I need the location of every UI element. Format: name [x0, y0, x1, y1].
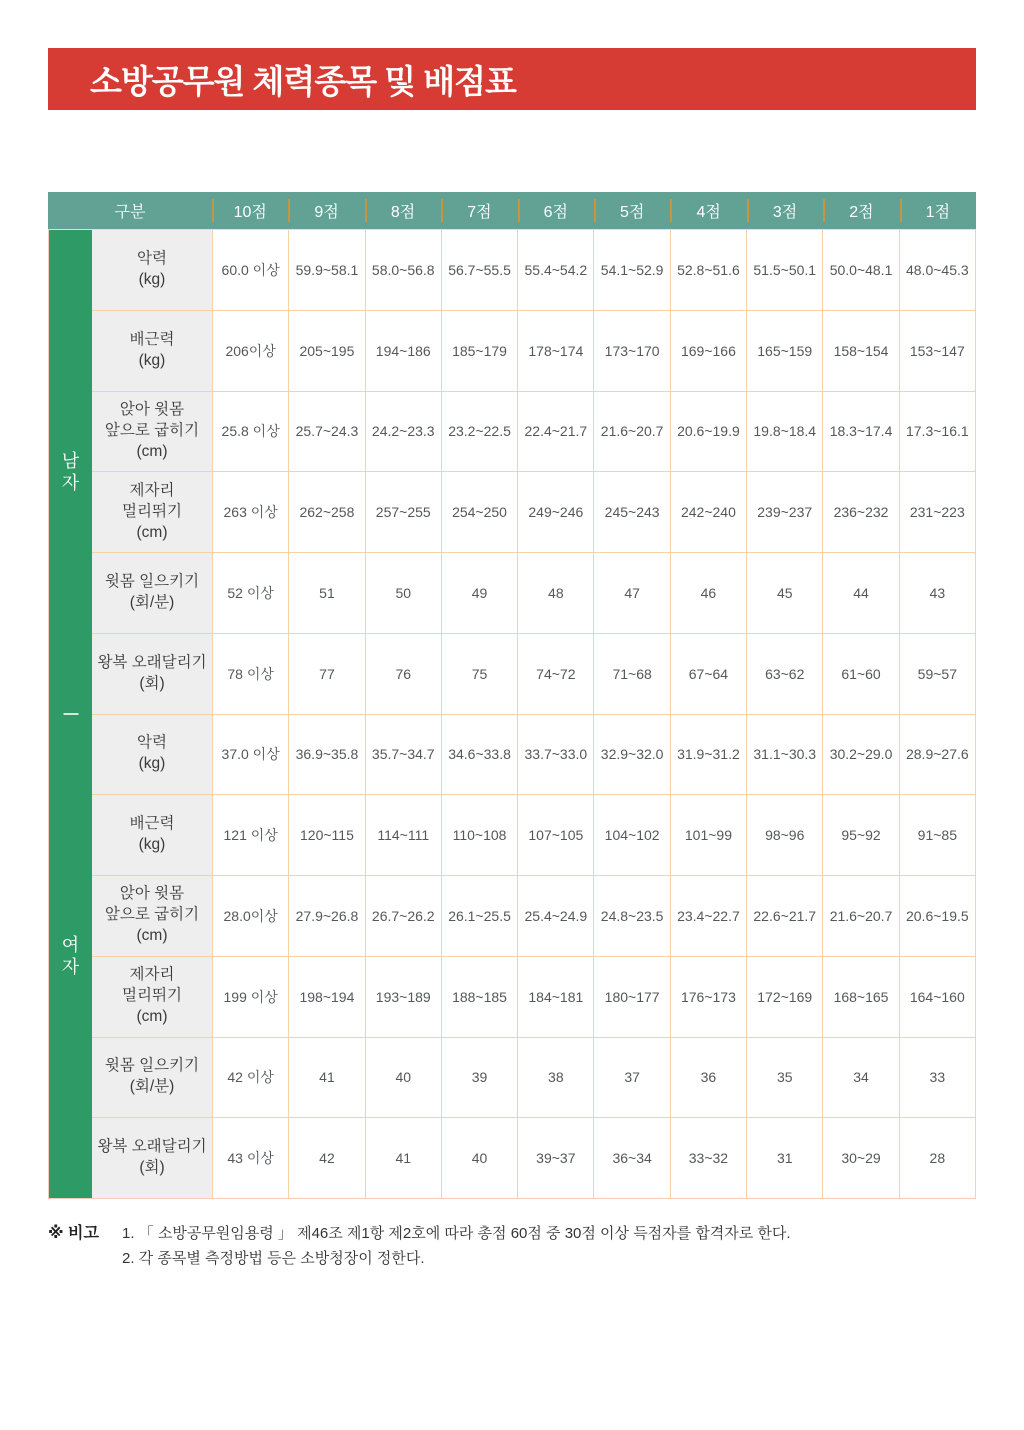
table-row: [92, 875, 975, 956]
score-cell: 60.0 이상: [212, 230, 288, 310]
score-cell: 22.6~21.7: [746, 876, 822, 956]
header-cell-score: 2점: [823, 192, 899, 229]
item-label-cell: 악력 (kg): [92, 715, 212, 795]
score-cell: 42: [288, 1118, 364, 1198]
footnote-marker: ※ 비고: [48, 1225, 99, 1242]
score-cell: 21.6~20.7: [593, 392, 669, 472]
score-cell: 47: [593, 553, 669, 633]
item-label-cell: 제자리 멀리뛰기 (cm): [92, 472, 212, 552]
item-label-cell: 악력 (kg): [92, 230, 212, 310]
score-cell: 40: [365, 1038, 441, 1118]
item-label-cell: 배근력 (kg): [92, 311, 212, 391]
score-cell: 114~111: [365, 795, 441, 875]
score-cell: 33~32: [670, 1118, 746, 1198]
score-cell: 24.8~23.5: [593, 876, 669, 956]
score-cell: 39: [441, 1038, 517, 1118]
score-cell: 77: [288, 634, 364, 714]
table-row: [92, 633, 975, 714]
score-cell: 34: [822, 1038, 898, 1118]
score-cell: 110~108: [441, 795, 517, 875]
score-cell: 185~179: [441, 311, 517, 391]
footnote: [48, 1222, 976, 1272]
score-cell: 19.8~18.4: [746, 392, 822, 472]
table-row: [92, 1117, 975, 1198]
table-row: [92, 794, 975, 875]
score-cell: 91~85: [899, 795, 975, 875]
score-cell: 24.2~23.3: [365, 392, 441, 472]
score-cell: 176~173: [670, 957, 746, 1037]
score-cell: 121 이상: [212, 795, 288, 875]
score-cell: 242~240: [670, 472, 746, 552]
score-cell: 34.6~33.8: [441, 715, 517, 795]
score-cell: 51.5~50.1: [746, 230, 822, 310]
score-cell: 21.6~20.7: [822, 876, 898, 956]
page-title: 소방공무원 체력종목 및 배점표: [90, 62, 516, 100]
score-cell: 18.3~17.4: [822, 392, 898, 472]
header-cell-score: 1점: [900, 192, 976, 229]
score-cell: 38: [517, 1038, 593, 1118]
score-cell: 262~258: [288, 472, 364, 552]
header-cell-score: 4점: [670, 192, 746, 229]
score-cell: 58.0~56.8: [365, 230, 441, 310]
header-cell-gubun: 구분: [114, 204, 146, 221]
score-cell: 33.7~33.0: [517, 715, 593, 795]
score-cell: 30~29: [822, 1118, 898, 1198]
score-cell: 28: [899, 1118, 975, 1198]
table-row: [92, 391, 975, 472]
score-cell: 245~243: [593, 472, 669, 552]
header-cell-score: 8점: [365, 192, 441, 229]
gender-label: 여 자: [61, 934, 80, 977]
score-cell: 95~92: [822, 795, 898, 875]
score-cell: 22.4~21.7: [517, 392, 593, 472]
score-cell: 188~185: [441, 957, 517, 1037]
header-cell-score: 9점: [288, 192, 364, 229]
score-cell: 31: [746, 1118, 822, 1198]
score-cell: 33: [899, 1038, 975, 1118]
score-cell: 31.9~31.2: [670, 715, 746, 795]
score-cell: 25.4~24.9: [517, 876, 593, 956]
score-cell: 158~154: [822, 311, 898, 391]
score-cell: 42 이상: [212, 1038, 288, 1118]
score-cell: 120~115: [288, 795, 364, 875]
score-cell: 168~165: [822, 957, 898, 1037]
table-header-row: [48, 192, 976, 229]
footnote-lines: [122, 1222, 976, 1272]
score-cell: 35: [746, 1038, 822, 1118]
table-row: [92, 230, 975, 310]
score-cell: 180~177: [593, 957, 669, 1037]
score-cell: 239~237: [746, 472, 822, 552]
score-cell: 153~147: [899, 311, 975, 391]
score-cell: 249~246: [517, 472, 593, 552]
score-cell: 56.7~55.5: [441, 230, 517, 310]
gender-column: [49, 230, 92, 1198]
score-cell: 169~166: [670, 311, 746, 391]
score-cell: 59~57: [899, 634, 975, 714]
score-cell: 50: [365, 553, 441, 633]
score-cell: 41: [365, 1118, 441, 1198]
score-cell: 25.8 이상: [212, 392, 288, 472]
score-cell: 193~189: [365, 957, 441, 1037]
score-cell: 165~159: [746, 311, 822, 391]
score-cell: 48: [517, 553, 593, 633]
score-cell: 178~174: [517, 311, 593, 391]
score-cell: 55.4~54.2: [517, 230, 593, 310]
item-label-cell: 앉아 윗몸 앞으로 굽히기 (cm): [92, 392, 212, 472]
header-cell-score: 3점: [747, 192, 823, 229]
item-label-cell: 윗몸 일으키기 (회/분): [92, 1038, 212, 1118]
score-cell: 46: [670, 553, 746, 633]
score-cell: 45: [746, 553, 822, 633]
score-cell: 71~68: [593, 634, 669, 714]
table-body: [48, 229, 976, 1199]
score-cell: 36~34: [593, 1118, 669, 1198]
score-cell: 78 이상: [212, 634, 288, 714]
table-row: [92, 1037, 975, 1118]
score-cell: 172~169: [746, 957, 822, 1037]
score-cell: 20.6~19.5: [899, 876, 975, 956]
gender-label: 남 자: [61, 450, 80, 493]
score-cell: 184~181: [517, 957, 593, 1037]
score-cell: 43 이상: [212, 1118, 288, 1198]
score-table: [48, 192, 976, 1199]
score-cell: 54.1~52.9: [593, 230, 669, 310]
score-cell: 41: [288, 1038, 364, 1118]
score-cell: 199 이상: [212, 957, 288, 1037]
score-cell: 44: [822, 553, 898, 633]
score-cell: 39~37: [517, 1118, 593, 1198]
score-cell: 26.7~26.2: [365, 876, 441, 956]
item-label-cell: 제자리 멀리뛰기 (cm): [92, 957, 212, 1037]
gender-section-divider: [63, 713, 78, 715]
score-cell: 49: [441, 553, 517, 633]
score-cell: 50.0~48.1: [822, 230, 898, 310]
score-cell: 98~96: [746, 795, 822, 875]
score-cell: 76: [365, 634, 441, 714]
score-cell: 205~195: [288, 311, 364, 391]
table-row: [92, 552, 975, 633]
score-cell: 36.9~35.8: [288, 715, 364, 795]
score-cell: 206이상: [212, 311, 288, 391]
score-cell: 263 이상: [212, 472, 288, 552]
item-label-cell: 배근력 (kg): [92, 795, 212, 875]
score-cell: 27.9~26.8: [288, 876, 364, 956]
score-cell: 32.9~32.0: [593, 715, 669, 795]
score-cell: 28.0이상: [212, 876, 288, 956]
score-cell: 74~72: [517, 634, 593, 714]
header-cell-score: 5점: [594, 192, 670, 229]
score-cell: 23.2~22.5: [441, 392, 517, 472]
score-cell: 37.0 이상: [212, 715, 288, 795]
score-cell: 26.1~25.5: [441, 876, 517, 956]
score-cell: 254~250: [441, 472, 517, 552]
score-cell: 37: [593, 1038, 669, 1118]
score-cell: 236~232: [822, 472, 898, 552]
table-row: [92, 471, 975, 552]
score-cell: 51: [288, 553, 364, 633]
score-cell: 43: [899, 553, 975, 633]
score-cell: 75: [441, 634, 517, 714]
score-cell: 52 이상: [212, 553, 288, 633]
score-cell: 101~99: [670, 795, 746, 875]
score-cell: 61~60: [822, 634, 898, 714]
score-cell: 20.6~19.9: [670, 392, 746, 472]
score-cell: 52.8~51.6: [670, 230, 746, 310]
score-cell: 23.4~22.7: [670, 876, 746, 956]
score-cell: 107~105: [517, 795, 593, 875]
table-row: [92, 714, 975, 795]
score-cell: 164~160: [899, 957, 975, 1037]
score-cell: 40: [441, 1118, 517, 1198]
footnote-line: 2. 각 종목별 측정방법 등은 소방청장이 정한다.: [122, 1249, 425, 1267]
table-row: [92, 956, 975, 1037]
score-cell: 25.7~24.3: [288, 392, 364, 472]
score-cell: 257~255: [365, 472, 441, 552]
header-cell-score: 6점: [518, 192, 594, 229]
header-cell-score: 7점: [441, 192, 517, 229]
score-cell: 59.9~58.1: [288, 230, 364, 310]
score-cell: 28.9~27.6: [899, 715, 975, 795]
score-cell: 30.2~29.0: [822, 715, 898, 795]
score-cell: 36: [670, 1038, 746, 1118]
table-rows: [92, 230, 975, 1198]
header-cell-score: 10점: [212, 192, 288, 229]
score-cell: 17.3~16.1: [899, 392, 975, 472]
score-cell: 48.0~45.3: [899, 230, 975, 310]
item-label-cell: 왕복 오래달리기 (회): [92, 1118, 212, 1198]
item-label-cell: 윗몸 일으키기 (회/분): [92, 553, 212, 633]
score-cell: 173~170: [593, 311, 669, 391]
item-label-cell: 앉아 윗몸 앞으로 굽히기 (cm): [92, 876, 212, 956]
score-cell: 67~64: [670, 634, 746, 714]
score-cell: 198~194: [288, 957, 364, 1037]
title-banner: [48, 48, 976, 110]
score-cell: 194~186: [365, 311, 441, 391]
footnote-line: 1. 「 소방공무원임용령 」 제46조 제1항 제2호에 따라 총점 60점 중 30점 이상 득점자를 합격자로 한다.: [122, 1225, 791, 1242]
table-row: [92, 310, 975, 391]
item-label-cell: 왕복 오래달리기 (회): [92, 634, 212, 714]
score-cell: 63~62: [746, 634, 822, 714]
score-cell: 31.1~30.3: [746, 715, 822, 795]
score-cell: 231~223: [899, 472, 975, 552]
score-cell: 104~102: [593, 795, 669, 875]
score-cell: 35.7~34.7: [365, 715, 441, 795]
